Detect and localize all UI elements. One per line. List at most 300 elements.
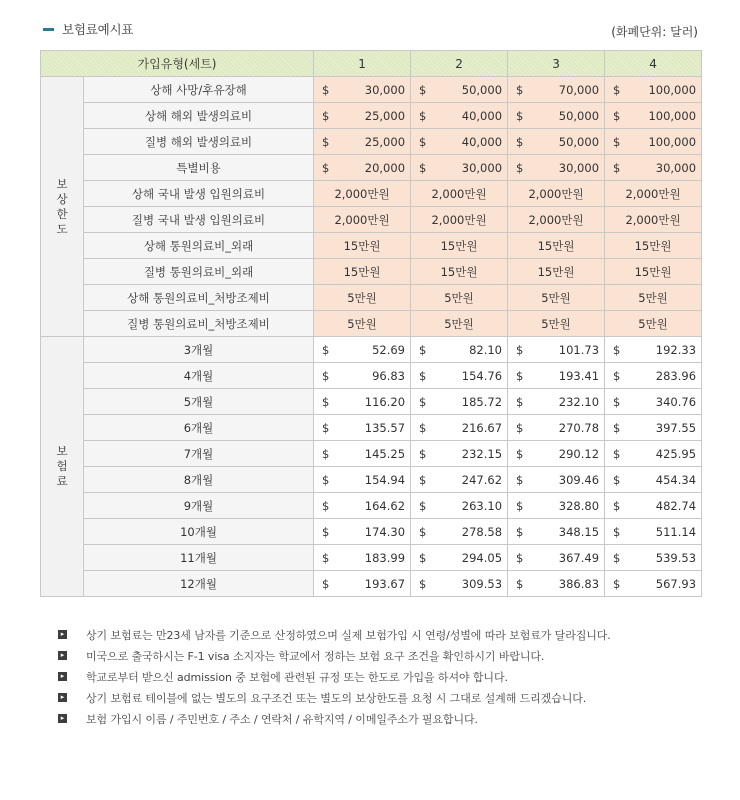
amount-cell [314,571,411,597]
currency-symbol: $ [419,368,427,383]
amount-number: 192.33 [655,342,697,357]
amount-value [314,395,410,409]
currency-symbol: $ [613,82,621,97]
arrow-box-icon: ▸ [58,651,67,660]
amount-number: 50,000 [558,108,600,123]
premium-item-label: 8개월 [84,467,314,493]
currency-symbol: $ [613,342,621,357]
currency-symbol: $ [322,498,330,513]
currency-symbol: $ [516,446,524,461]
currency-symbol: $ [516,576,524,591]
note-item [58,708,611,729]
currency-symbol: $ [613,446,621,461]
currency-symbol: $ [613,550,621,565]
note-text: 보험 가입시 이름 / 주민번호 / 주소 / 연락처 / 유학지역 / 이메일주소가 필요합니다. [86,712,478,726]
table-row [41,129,702,155]
currency-symbol: $ [322,160,330,175]
amount-cell [508,415,605,441]
amount-value [314,473,410,487]
limit-cell: 5만원 [314,311,411,337]
currency-symbol: $ [419,108,427,123]
limit-cell: 5만원 [508,311,605,337]
amount-cell [605,363,702,389]
premium-item-label: 6개월 [84,415,314,441]
currency-symbol: $ [516,108,524,123]
amount-value [605,83,701,97]
table-row [41,441,702,467]
amount-number: 154.94 [364,472,406,487]
plan-header: 3 [508,51,605,77]
table-row [41,155,702,181]
amount-number: 20,000 [364,160,406,175]
amount-number: 70,000 [558,82,600,97]
limit-cell: 5만원 [411,285,508,311]
amount-value [314,369,410,383]
amount-cell [411,103,508,129]
amount-cell [411,129,508,155]
amount-number: 283.96 [655,368,697,383]
premium-item-label: 11개월 [84,545,314,571]
currency-symbol: $ [322,82,330,97]
table-row [41,233,702,259]
limit-cell: 2,000만원 [314,207,411,233]
amount-number: 25,000 [364,108,406,123]
plan-type-header: 가입유형(세트) [41,51,314,77]
amount-number: 96.83 [372,368,406,383]
currency-symbol: $ [322,394,330,409]
amount-cell [605,389,702,415]
amount-value [411,343,507,357]
premium-item-label: 4개월 [84,363,314,389]
amount-value [411,369,507,383]
amount-value [411,525,507,539]
amount-value [508,577,604,591]
limit-cell: 15만원 [605,259,702,285]
amount-value [314,343,410,357]
table-row [41,103,702,129]
amount-number: 386.83 [558,576,600,591]
amount-cell [314,467,411,493]
amount-number: 135.57 [364,420,406,435]
amount-cell [605,77,702,103]
amount-cell [508,389,605,415]
limit-cell: 2,000만원 [411,181,508,207]
amount-number: 290.12 [558,446,600,461]
amount-value [314,109,410,123]
currency-symbol: $ [516,394,524,409]
amount-value [605,109,701,123]
note-text: 미국으로 출국하시는 F-1 visa 소지자는 학교에서 정하는 보험 요구 조건을 확인하시기 바랍니다. [86,649,545,663]
table-row [41,415,702,441]
amount-cell [411,363,508,389]
amount-number: 50,000 [461,82,503,97]
amount-cell [314,415,411,441]
limit-cell: 15만원 [508,233,605,259]
amount-number: 164.62 [364,498,406,513]
currency-symbol: $ [516,368,524,383]
plan-header: 4 [605,51,702,77]
amount-number: 40,000 [461,108,503,123]
coverage-item-label: 특별비용 [84,155,314,181]
amount-value [508,473,604,487]
notes-list [58,624,611,729]
plan-header: 2 [411,51,508,77]
amount-cell [508,493,605,519]
amount-value [411,135,507,149]
limit-cell: 2,000만원 [508,181,605,207]
amount-value [605,369,701,383]
arrow-box-icon: ▸ [58,714,67,723]
coverage-section [41,77,702,337]
amount-value [605,395,701,409]
amount-number: 30,000 [655,160,697,175]
limit-cell: 2,000만원 [314,181,411,207]
amount-value [508,83,604,97]
limit-cell: 5만원 [605,285,702,311]
coverage-group-label: 보 상 한 도 [41,77,84,337]
limit-cell: 5만원 [508,285,605,311]
amount-value [605,343,701,357]
amount-cell [411,77,508,103]
currency-symbol: $ [419,576,427,591]
amount-value [605,421,701,435]
table-row [41,337,702,363]
amount-cell [314,493,411,519]
table-row [41,285,702,311]
amount-value [605,161,701,175]
currency-symbol: $ [613,368,621,383]
currency-symbol: $ [419,134,427,149]
table-row [41,311,702,337]
amount-number: 340.76 [655,394,697,409]
amount-cell [411,441,508,467]
amount-cell [508,519,605,545]
amount-cell [605,441,702,467]
amount-number: 247.62 [461,472,503,487]
amount-number: 278.58 [461,524,503,539]
currency-symbol: $ [322,342,330,357]
amount-value [411,577,507,591]
amount-number: 25,000 [364,134,406,149]
amount-number: 270.78 [558,420,600,435]
amount-number: 193.67 [364,576,406,591]
amount-value [411,421,507,435]
coverage-item-label: 질병 통원의료비_외래 [84,259,314,285]
currency-symbol: $ [419,394,427,409]
coverage-item-label: 질병 국내 발생 입원의료비 [84,207,314,233]
plan-header: 1 [314,51,411,77]
currency-symbol: $ [322,108,330,123]
amount-value [605,577,701,591]
currency-symbol: $ [613,134,621,149]
limit-cell: 15만원 [411,233,508,259]
currency-symbol: $ [419,160,427,175]
note-item [58,666,611,687]
amount-value [314,135,410,149]
amount-cell [314,545,411,571]
arrow-box-icon: ▸ [58,672,67,681]
amount-number: 30,000 [364,82,406,97]
arrow-box-icon: ▸ [58,693,67,702]
amount-number: 539.53 [655,550,697,565]
amount-cell [605,467,702,493]
amount-cell [508,571,605,597]
amount-cell [508,545,605,571]
amount-number: 482.74 [655,498,697,513]
note-item [58,687,611,708]
amount-number: 185.72 [461,394,503,409]
amount-cell [508,155,605,181]
amount-cell [605,415,702,441]
currency-symbol: $ [613,394,621,409]
currency-symbol: $ [419,446,427,461]
amount-cell [605,545,702,571]
currency-symbol: $ [419,342,427,357]
amount-cell [411,545,508,571]
amount-cell [314,519,411,545]
coverage-item-label: 상해 통원의료비_처방조제비 [84,285,314,311]
amount-number: 100,000 [648,82,697,97]
amount-number: 50,000 [558,134,600,149]
amount-number: 367.49 [558,550,600,565]
amount-cell [508,467,605,493]
limit-cell: 2,000만원 [605,181,702,207]
coverage-item-label: 질병 해외 발생의료비 [84,129,314,155]
coverage-item-label: 상해 국내 발생 입원의료비 [84,181,314,207]
currency-symbol: $ [516,134,524,149]
amount-value [314,421,410,435]
currency-symbol: $ [613,524,621,539]
amount-number: 309.53 [461,576,503,591]
amount-cell [605,337,702,363]
amount-cell [411,389,508,415]
currency-symbol: $ [516,82,524,97]
currency-symbol: $ [613,108,621,123]
amount-number: 263.10 [461,498,503,513]
currency-symbol: $ [322,550,330,565]
table-row [41,519,702,545]
table-row [41,77,702,103]
limit-cell: 2,000만원 [411,207,508,233]
limit-cell: 15만원 [314,259,411,285]
amount-number: 145.25 [364,446,406,461]
table-row [41,181,702,207]
premium-item-label: 9개월 [84,493,314,519]
amount-value [411,395,507,409]
premium-item-label: 5개월 [84,389,314,415]
table-row [41,207,702,233]
amount-cell [314,129,411,155]
note-text: 학교로부터 받으신 admission 중 보험에 관련된 규정 또는 한도로 가입을 하셔야 합니다. [86,670,508,684]
amount-cell [314,363,411,389]
amount-number: 397.55 [655,420,697,435]
amount-cell [508,337,605,363]
coverage-item-label: 질병 통원의료비_처방조제비 [84,311,314,337]
currency-symbol: $ [613,160,621,175]
amount-cell [314,389,411,415]
page-header [43,20,698,44]
limit-cell: 15만원 [314,233,411,259]
currency-symbol: $ [613,472,621,487]
amount-cell [411,415,508,441]
amount-number: 82.10 [469,342,503,357]
limit-cell: 5만원 [411,311,508,337]
currency-symbol: $ [419,472,427,487]
amount-value [508,525,604,539]
amount-value [411,473,507,487]
amount-number: 174.30 [364,524,406,539]
amount-number: 511.14 [655,524,697,539]
table-row [41,493,702,519]
amount-cell [314,103,411,129]
limit-cell: 15만원 [508,259,605,285]
amount-cell [411,337,508,363]
amount-cell [411,493,508,519]
arrow-box-icon: ▸ [58,630,67,639]
amount-value [605,473,701,487]
amount-number: 425.95 [655,446,697,461]
note-text: 상기 보험료 테이블에 없는 별도의 요구조건 또는 별도의 보상한도를 요청 시 그대로 설계해 드리겠습니다. [86,691,587,705]
amount-value [605,447,701,461]
amount-number: 328.80 [558,498,600,513]
amount-number: 30,000 [558,160,600,175]
currency-symbol: $ [613,498,621,513]
currency-symbol: $ [322,524,330,539]
currency-symbol: $ [419,524,427,539]
table-row [41,467,702,493]
amount-value [411,499,507,513]
amount-value [508,161,604,175]
currency-symbol: $ [613,420,621,435]
amount-value [508,343,604,357]
currency-symbol: $ [419,82,427,97]
limit-cell: 15만원 [411,259,508,285]
amount-number: 154.76 [461,368,503,383]
amount-cell [411,519,508,545]
amount-cell [508,441,605,467]
currency-symbol: $ [516,160,524,175]
amount-number: 116.20 [364,394,406,409]
premium-item-label: 7개월 [84,441,314,467]
amount-value [314,525,410,539]
amount-value [508,369,604,383]
amount-number: 232.10 [558,394,600,409]
note-text: 상기 보험료는 만23세 남자를 기준으로 산정하였으며 실제 보험가입 시 연령/성별에 따라 보험료가 달라집니다. [86,628,611,642]
limit-cell: 15만원 [605,233,702,259]
currency-symbol: $ [419,498,427,513]
premium-item-label: 10개월 [84,519,314,545]
amount-number: 567.93 [655,576,697,591]
currency-unit-note: (화폐단위: 달러) [611,25,698,39]
amount-number: 193.41 [558,368,600,383]
currency-symbol: $ [322,420,330,435]
amount-value [508,421,604,435]
amount-value [605,135,701,149]
title-dash-icon [43,28,54,31]
coverage-item-label: 상해 사망/후유장해 [84,77,314,103]
amount-cell [314,77,411,103]
note-item [58,645,611,666]
note-item [58,624,611,645]
premium-example-table [40,50,702,597]
amount-cell [508,363,605,389]
amount-value [605,551,701,565]
amount-value [314,161,410,175]
currency-symbol: $ [322,134,330,149]
limit-cell: 2,000만원 [605,207,702,233]
amount-cell [605,493,702,519]
amount-cell [605,571,702,597]
currency-symbol: $ [419,550,427,565]
amount-value [314,577,410,591]
amount-cell [605,519,702,545]
amount-value [411,551,507,565]
coverage-item-label: 상해 통원의료비_외래 [84,233,314,259]
currency-symbol: $ [516,498,524,513]
amount-value [508,135,604,149]
amount-value [508,395,604,409]
premium-item-label: 12개월 [84,571,314,597]
amount-number: 294.05 [461,550,503,565]
amount-value [605,499,701,513]
amount-value [508,499,604,513]
amount-cell [605,103,702,129]
coverage-item-label: 상해 해외 발생의료비 [84,103,314,129]
amount-value [508,447,604,461]
currency-symbol: $ [516,342,524,357]
currency-symbol: $ [516,524,524,539]
amount-cell [508,77,605,103]
amount-cell [605,155,702,181]
amount-value [411,161,507,175]
amount-number: 101.73 [558,342,600,357]
amount-number: 183.99 [364,550,406,565]
currency-symbol: $ [613,576,621,591]
table-header-row [41,51,702,77]
amount-number: 52.69 [372,342,406,357]
amount-number: 348.15 [558,524,600,539]
amount-value [314,447,410,461]
amount-value [411,83,507,97]
limit-cell: 2,000만원 [508,207,605,233]
amount-value [314,499,410,513]
amount-value [411,109,507,123]
limit-cell: 5만원 [605,311,702,337]
table-row [41,545,702,571]
table-row [41,571,702,597]
page-title: 보험료예시표 [62,22,134,37]
currency-symbol: $ [322,472,330,487]
amount-value [314,83,410,97]
currency-symbol: $ [516,420,524,435]
amount-number: 30,000 [461,160,503,175]
amount-number: 100,000 [648,134,697,149]
premium-section [41,337,702,597]
table-row [41,389,702,415]
amount-cell [314,441,411,467]
amount-value [314,551,410,565]
amount-cell [508,129,605,155]
amount-value [508,109,604,123]
currency-symbol: $ [516,550,524,565]
currency-symbol: $ [419,420,427,435]
amount-cell [411,155,508,181]
limit-cell: 5만원 [314,285,411,311]
premium-group-label: 보 험 료 [41,337,84,597]
amount-number: 100,000 [648,108,697,123]
amount-cell [605,129,702,155]
currency-symbol: $ [322,368,330,383]
